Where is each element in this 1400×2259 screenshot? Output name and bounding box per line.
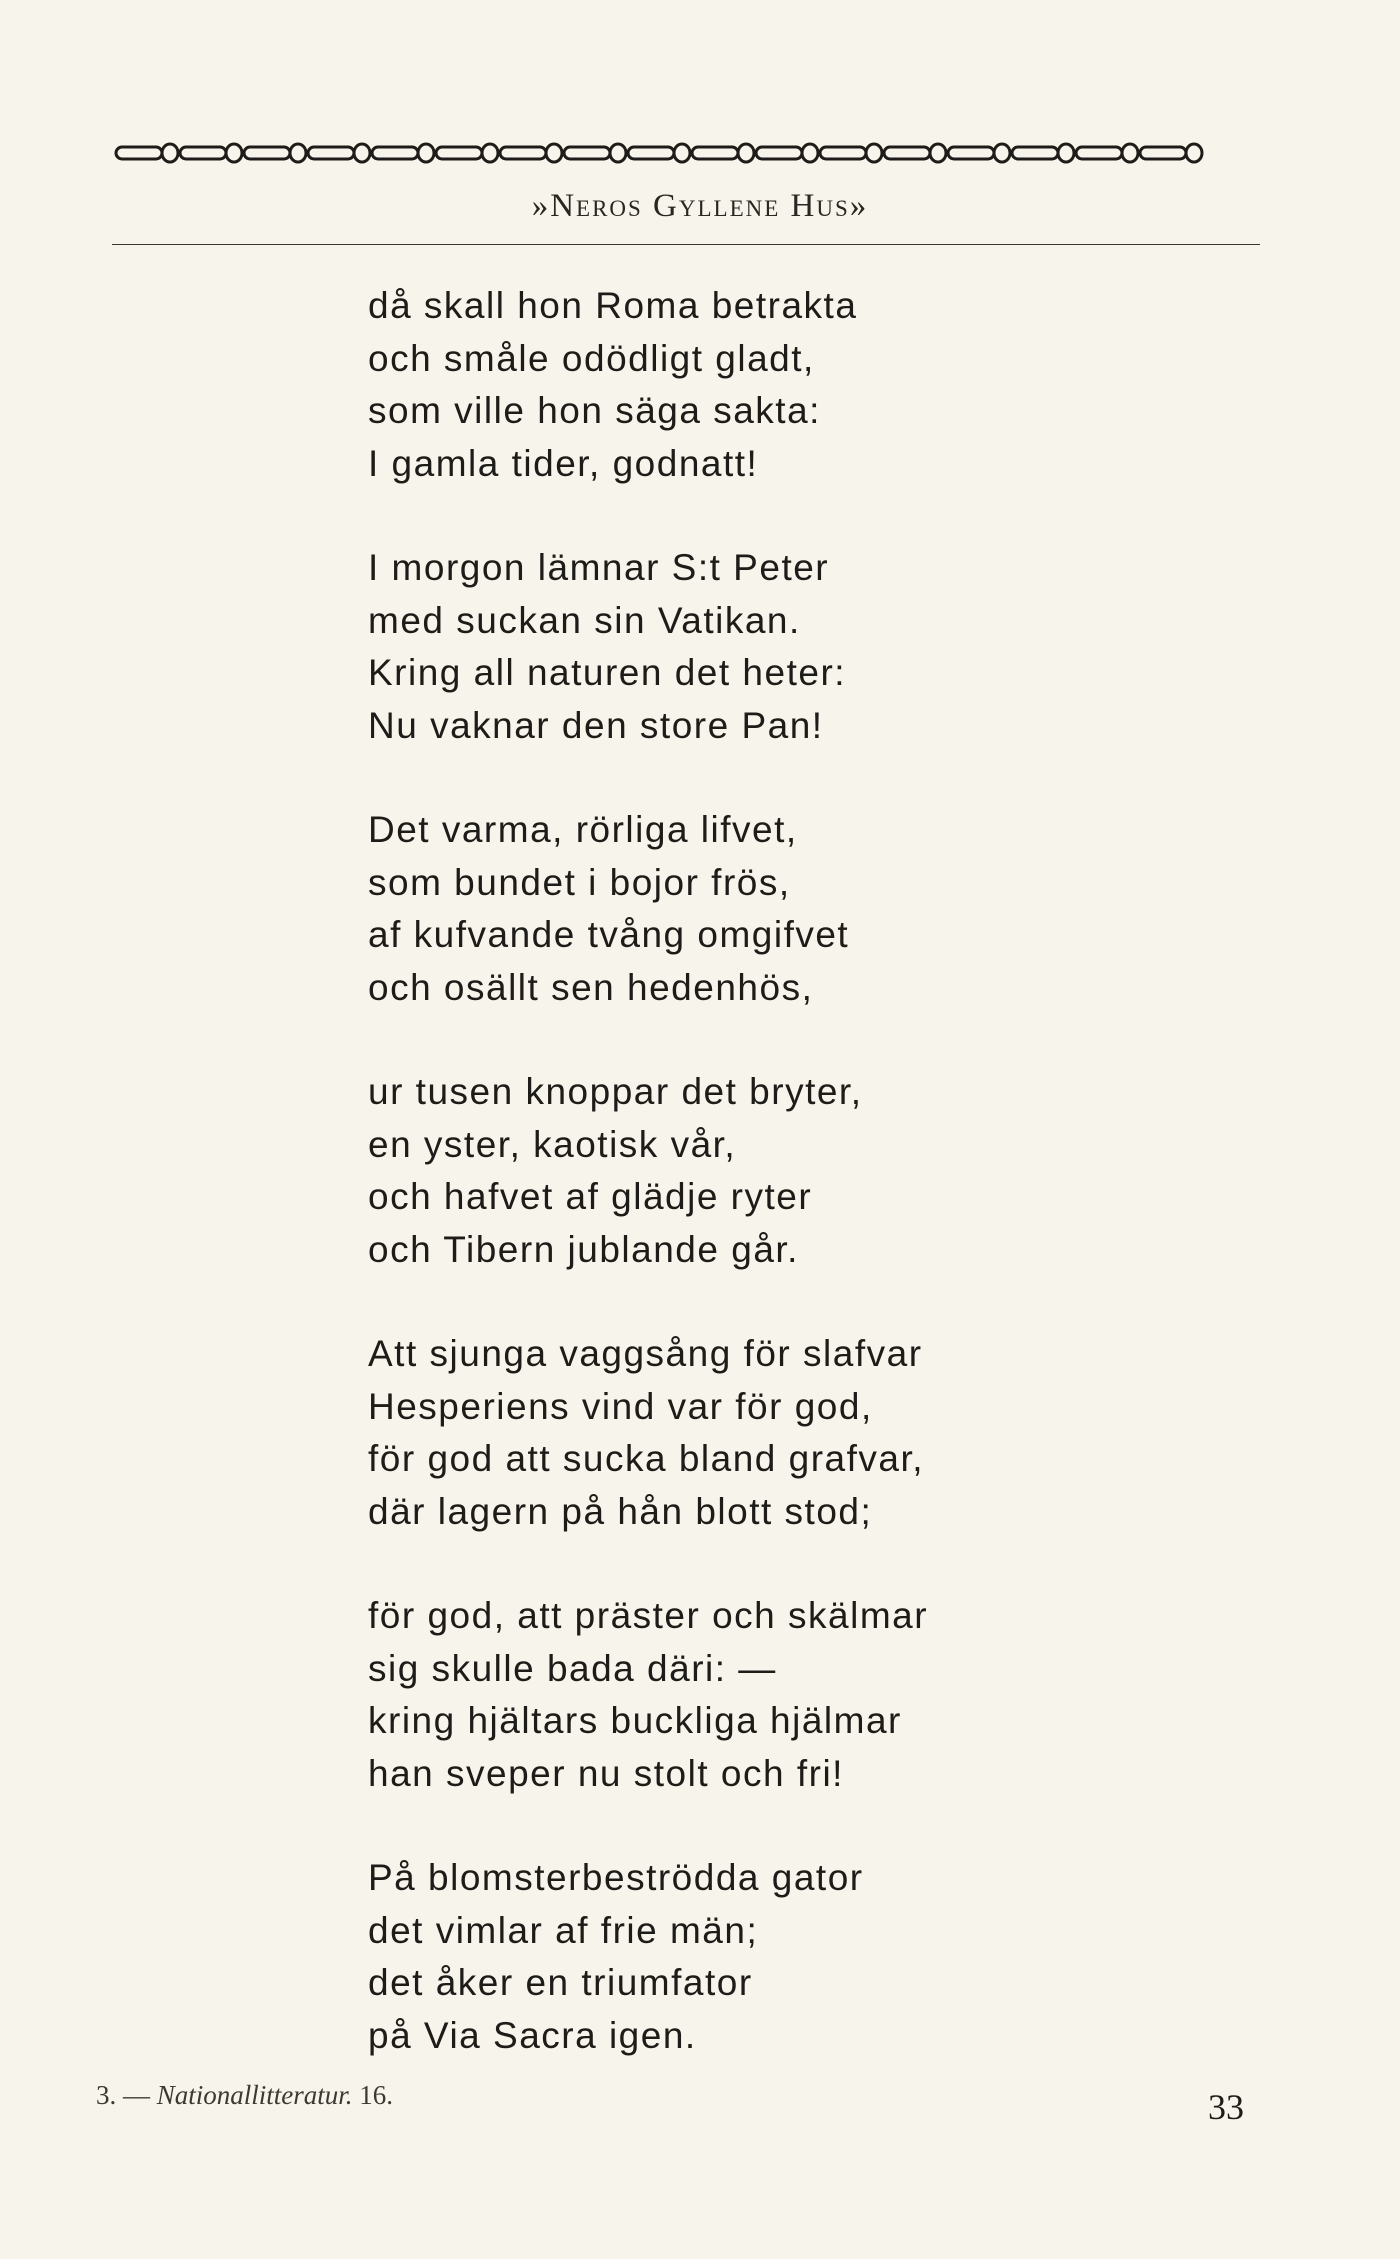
poem-line: och osällt sen hedenhös, xyxy=(368,966,814,1008)
page-number: 33 xyxy=(1208,2087,1244,2127)
poem-line: en yster, kaotisk vår, xyxy=(368,1123,737,1165)
header-rule xyxy=(112,244,1260,245)
poem-line: Kring all naturen det heter: xyxy=(368,652,847,693)
poem-line: och Tibern jublande går. xyxy=(368,1228,799,1270)
poem-line: sig skulle bada däri: — xyxy=(368,1647,777,1689)
stanza-4 xyxy=(368,1066,1148,1276)
poem-line: för god att sucka bland grafvar, xyxy=(368,1438,925,1479)
signature-prefix: 3. — xyxy=(96,2080,150,2110)
printer-signature xyxy=(96,2080,393,2111)
chain-ornament-border xyxy=(112,140,1262,166)
stanza-2 xyxy=(368,542,1148,752)
poem-line: På blomsterbeströdda gator xyxy=(368,1857,864,1898)
stanza-6 xyxy=(368,1590,1148,1800)
poem-line: som ville hon säga sakta: xyxy=(368,390,821,431)
poem-line: kring hjältars buckliga hjälmar xyxy=(368,1700,902,1741)
poem-line: på Via Sacra igen. xyxy=(368,2014,697,2056)
poem-line: ur tusen knoppar det bryter, xyxy=(368,1071,863,1112)
poem-line: och hafvet af glädje ryter xyxy=(368,1176,813,1217)
poem-line: af kufvande tvång omgifvet xyxy=(368,914,850,955)
poem-line: för god, att präster och skälmar xyxy=(368,1595,929,1636)
stanza-1 xyxy=(368,280,1148,490)
poem-line: där lagern på hån blott stod; xyxy=(368,1490,873,1532)
poem-line: Nu vaknar den store Pan! xyxy=(368,704,824,746)
signature-title: Nationallitteratur. xyxy=(156,2080,353,2110)
poem-line: och småle odödligt gladt, xyxy=(368,337,815,379)
running-title: »Neros Gyllene Hus» xyxy=(531,188,869,224)
poem-line: som bundet i bojor frös, xyxy=(368,861,791,903)
poem-line: med suckan sin Vatikan. xyxy=(368,599,801,641)
stanza-3 xyxy=(368,804,1148,1014)
poem-line: han sveper nu stolt och fri! xyxy=(368,1752,844,1794)
poem-line: Hesperiens vind var för god, xyxy=(368,1385,873,1427)
poem-line: I gamla tider, godnatt! xyxy=(368,442,759,484)
signature-volume: 16. xyxy=(359,2080,394,2110)
stanza-7 xyxy=(368,1852,1148,2062)
poem-line: I morgon lämnar S:t Peter xyxy=(368,547,830,588)
poem-text xyxy=(368,280,1148,2114)
stanza-5 xyxy=(368,1328,1148,1538)
poem-line: det åker en triumfator xyxy=(368,1962,753,2003)
poem-line: då skall hon Roma betrakta xyxy=(368,285,858,326)
poem-line: Det varma, rörliga lifvet, xyxy=(368,809,798,850)
poem-line: det vimlar af frie män; xyxy=(368,1909,759,1951)
poem-line: Att sjunga vaggsång för slafvar xyxy=(368,1333,923,1374)
